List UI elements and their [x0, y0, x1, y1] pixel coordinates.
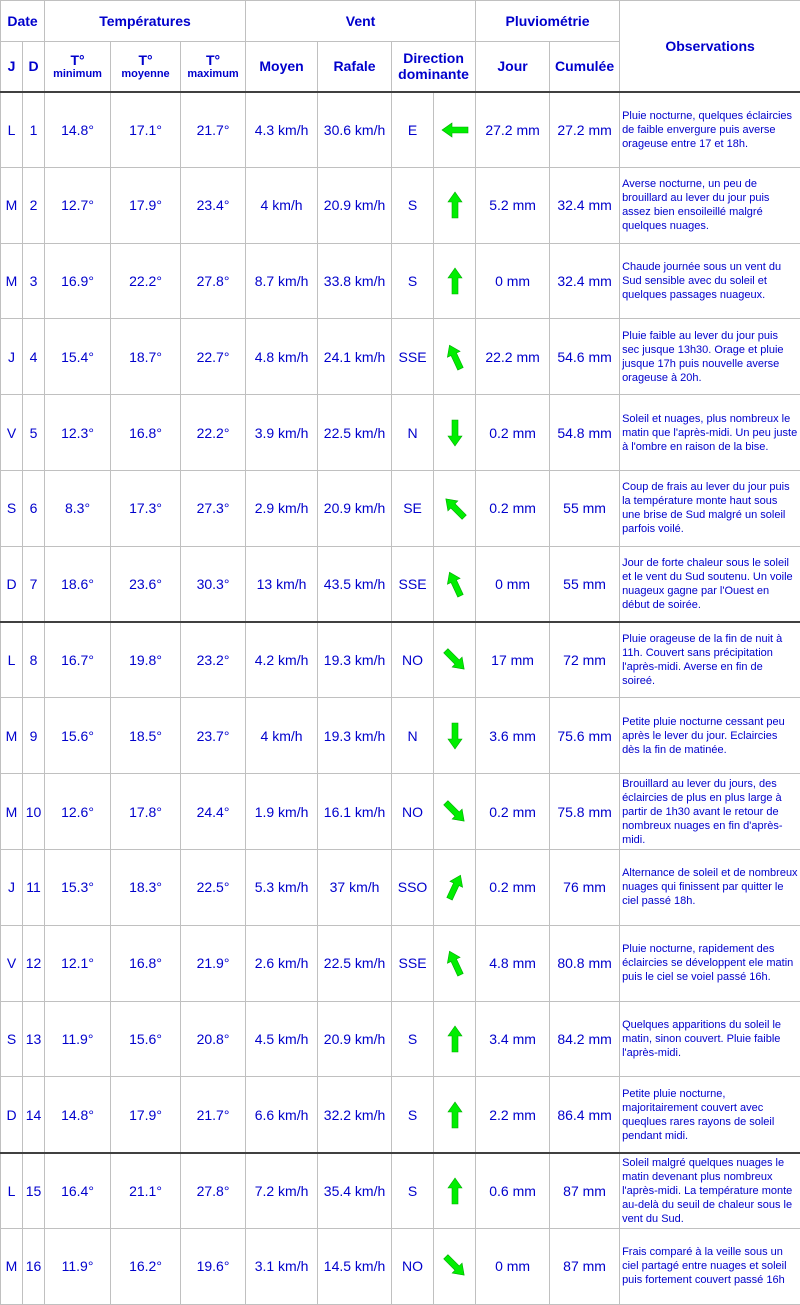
cell-tmin: 16.9°	[45, 243, 111, 319]
header-tmax-label: maximum	[181, 68, 245, 80]
table-row	[1, 1001, 800, 1077]
table-row	[1, 546, 800, 622]
cell-wind-gust: 24.1 km/h	[318, 319, 392, 395]
cell-day: 16	[23, 1228, 45, 1304]
cell-observation: Pluie nocturne, rapidement des éclaircies se développent ele matin puis le ciel se voiel passé 16h.	[620, 925, 800, 1001]
header-moyen: Moyen	[246, 42, 318, 92]
cell-day: 14	[23, 1077, 45, 1153]
cell-tmax: 19.6°	[181, 1228, 246, 1304]
cell-rain-cumul: 87 mm	[550, 1228, 620, 1304]
cell-weekday: M	[1, 698, 23, 774]
table-row	[1, 243, 800, 319]
cell-observation: Pluie orageuse de la fin de nuit à 11h. Couvert sans précipitation l'après-midi. Averse en fin de soireé.	[620, 622, 800, 698]
cell-wind-dir: NO	[392, 622, 434, 698]
cell-wind-gust: 22.5 km/h	[318, 925, 392, 1001]
cell-observation: Chaude journée sous un vent du Sud sensible avec du soleil et quelques passages nuageux.	[620, 243, 800, 319]
cell-tmin: 14.8°	[45, 1077, 111, 1153]
cell-weekday: S	[1, 470, 23, 546]
header-tmax	[181, 42, 246, 92]
arrow-down-right-icon	[440, 1251, 470, 1281]
cell-tmin: 18.6°	[45, 546, 111, 622]
cell-wind-avg: 5.3 km/h	[246, 849, 318, 925]
cell-wind-arrow	[434, 243, 476, 319]
cell-rain-cumul: 76 mm	[550, 849, 620, 925]
cell-observation: Jour de forte chaleur sous le soleil et le vent du Sud soutenu. Un voile nuageux gagne par l'Ouest en début de soirée.	[620, 546, 800, 622]
cell-rain-day: 0.6 mm	[476, 1153, 550, 1229]
table-body	[1, 92, 800, 1305]
cell-wind-dir: SSE	[392, 319, 434, 395]
cell-wind-dir: S	[392, 243, 434, 319]
cell-rain-day: 4.8 mm	[476, 925, 550, 1001]
cell-tmax: 21.9°	[181, 925, 246, 1001]
header-tmax-symbol: T°	[181, 52, 245, 68]
cell-wind-avg: 4.8 km/h	[246, 319, 318, 395]
cell-weekday: M	[1, 774, 23, 850]
header-vent: Vent	[246, 1, 476, 42]
cell-tmin: 15.4°	[45, 319, 111, 395]
header-pluviometrie: Pluviométrie	[476, 1, 620, 42]
cell-tmoy: 18.3°	[111, 849, 181, 925]
cell-rain-day: 27.2 mm	[476, 92, 550, 168]
header-tmin	[45, 42, 111, 92]
cell-tmin: 12.7°	[45, 167, 111, 243]
cell-wind-arrow	[434, 622, 476, 698]
cell-day: 9	[23, 698, 45, 774]
header-tmoy-symbol: T°	[111, 52, 180, 68]
table-row	[1, 167, 800, 243]
cell-wind-avg: 6.6 km/h	[246, 1077, 318, 1153]
arrow-up-left-icon	[440, 569, 470, 599]
cell-observation: Frais comparé à la veille sous un ciel partagé entre nuages et soleil puis fortement couvert passé 16h	[620, 1228, 800, 1304]
cell-wind-avg: 4 km/h	[246, 167, 318, 243]
cell-wind-gust: 14.5 km/h	[318, 1228, 392, 1304]
cell-tmin: 12.3°	[45, 395, 111, 471]
cell-wind-avg: 3.1 km/h	[246, 1228, 318, 1304]
table-row	[1, 395, 800, 471]
cell-day: 13	[23, 1001, 45, 1077]
arrow-up-left-icon	[440, 342, 470, 372]
cell-tmin: 12.6°	[45, 774, 111, 850]
cell-tmax: 20.8°	[181, 1001, 246, 1077]
table-row	[1, 1228, 800, 1304]
cell-tmin: 16.4°	[45, 1153, 111, 1229]
cell-rain-cumul: 55 mm	[550, 546, 620, 622]
cell-tmoy: 22.2°	[111, 243, 181, 319]
cell-tmin: 12.1°	[45, 925, 111, 1001]
cell-observation: Coup de frais au lever du jour puis la température monte haut sous une brise de Sud malgré un soleil parfois voilé.	[620, 470, 800, 546]
cell-observation: Alternance de soleil et de nombreux nuages qui finissent par quitter le ciel passé 18h.	[620, 849, 800, 925]
cell-wind-arrow	[434, 1001, 476, 1077]
cell-rain-cumul: 75.8 mm	[550, 774, 620, 850]
cell-weekday: M	[1, 167, 23, 243]
cell-tmoy: 18.7°	[111, 319, 181, 395]
cell-wind-gust: 19.3 km/h	[318, 698, 392, 774]
cell-day: 4	[23, 319, 45, 395]
cell-rain-cumul: 55 mm	[550, 470, 620, 546]
cell-wind-avg: 3.9 km/h	[246, 395, 318, 471]
cell-observation: Pluie faible au lever du jour puis sec jusque 13h30. Orage et pluie jusque 17h puis nouvelle averse orageuse à 20h.	[620, 319, 800, 395]
cell-wind-gust: 16.1 km/h	[318, 774, 392, 850]
cell-wind-dir: NO	[392, 1228, 434, 1304]
cell-tmoy: 16.8°	[111, 395, 181, 471]
cell-weekday: L	[1, 622, 23, 698]
cell-tmin: 15.3°	[45, 849, 111, 925]
cell-observation: Averse nocturne, un peu de brouillard au lever du jour puis assez bien ensoileillé malgré quelques nuages.	[620, 167, 800, 243]
cell-wind-dir: SE	[392, 470, 434, 546]
cell-day: 6	[23, 470, 45, 546]
cell-wind-avg: 1.9 km/h	[246, 774, 318, 850]
cell-rain-day: 17 mm	[476, 622, 550, 698]
cell-tmax: 23.7°	[181, 698, 246, 774]
cell-rain-cumul: 75.6 mm	[550, 698, 620, 774]
cell-wind-gust: 37 km/h	[318, 849, 392, 925]
cell-tmoy: 15.6°	[111, 1001, 181, 1077]
arrow-up-icon	[440, 1024, 470, 1054]
cell-day: 11	[23, 849, 45, 925]
cell-weekday: M	[1, 243, 23, 319]
cell-wind-arrow	[434, 1228, 476, 1304]
cell-tmoy: 17.3°	[111, 470, 181, 546]
cell-tmoy: 17.8°	[111, 774, 181, 850]
cell-rain-cumul: 72 mm	[550, 622, 620, 698]
cell-rain-cumul: 54.8 mm	[550, 395, 620, 471]
arrow-up-icon	[440, 266, 470, 296]
cell-day: 7	[23, 546, 45, 622]
cell-rain-day: 0 mm	[476, 546, 550, 622]
cell-day: 12	[23, 925, 45, 1001]
header-tmin-symbol: T°	[45, 52, 110, 68]
cell-weekday: S	[1, 1001, 23, 1077]
cell-day: 10	[23, 774, 45, 850]
cell-weekday: V	[1, 395, 23, 471]
cell-rain-day: 3.4 mm	[476, 1001, 550, 1077]
cell-wind-arrow	[434, 395, 476, 471]
header-rafale: Rafale	[318, 42, 392, 92]
header-row-1	[1, 1, 800, 42]
cell-wind-avg: 4.3 km/h	[246, 92, 318, 168]
cell-wind-dir: S	[392, 1153, 434, 1229]
cell-rain-day: 0 mm	[476, 243, 550, 319]
cell-wind-gust: 43.5 km/h	[318, 546, 392, 622]
cell-tmoy: 21.1°	[111, 1153, 181, 1229]
cell-wind-gust: 20.9 km/h	[318, 167, 392, 243]
cell-day: 1	[23, 92, 45, 168]
arrow-down-icon	[440, 721, 470, 751]
cell-tmoy: 19.8°	[111, 622, 181, 698]
cell-weekday: V	[1, 925, 23, 1001]
header-tmoy-label: moyenne	[111, 68, 180, 80]
arrow-left-icon	[440, 115, 470, 145]
cell-rain-day: 0.2 mm	[476, 395, 550, 471]
table-row	[1, 1153, 800, 1229]
header-jour: Jour	[476, 42, 550, 92]
cell-observation: Pluie nocturne, quelques éclaircies de faible envergure puis averse orageuse entre 17 et 18h.	[620, 92, 800, 168]
header-d: D	[23, 42, 45, 92]
cell-observation: Soleil et nuages, plus nombreux le matin que l'après-midi. Un peu juste à l'ombre en raison de la bise.	[620, 395, 800, 471]
cell-rain-cumul: 27.2 mm	[550, 92, 620, 168]
arrow-up-left-icon	[440, 493, 470, 523]
cell-rain-day: 5.2 mm	[476, 167, 550, 243]
cell-day: 8	[23, 622, 45, 698]
table-row	[1, 1077, 800, 1153]
cell-observation: Brouillard au lever du jours, des éclaircies de plus en plus large à partir de 1h30 avant le retour de nombreux nuages en fin d'après-midi.	[620, 774, 800, 850]
arrow-up-icon	[440, 1100, 470, 1130]
cell-wind-avg: 7.2 km/h	[246, 1153, 318, 1229]
cell-rain-day: 2.2 mm	[476, 1077, 550, 1153]
cell-wind-avg: 4 km/h	[246, 698, 318, 774]
cell-tmax: 27.8°	[181, 1153, 246, 1229]
cell-weekday: M	[1, 1228, 23, 1304]
cell-wind-gust: 35.4 km/h	[318, 1153, 392, 1229]
cell-wind-avg: 4.5 km/h	[246, 1001, 318, 1077]
cell-day: 15	[23, 1153, 45, 1229]
cell-weekday: J	[1, 319, 23, 395]
cell-tmax: 27.8°	[181, 243, 246, 319]
cell-tmin: 15.6°	[45, 698, 111, 774]
arrow-up-icon	[440, 1176, 470, 1206]
cell-tmax: 21.7°	[181, 92, 246, 168]
cell-wind-arrow	[434, 92, 476, 168]
table-row	[1, 622, 800, 698]
cell-wind-arrow	[434, 1077, 476, 1153]
cell-observation: Quelques apparitions du soleil le matin, sinon couvert. Pluie faible l'après-midi.	[620, 1001, 800, 1077]
cell-wind-dir: N	[392, 395, 434, 471]
cell-weekday: L	[1, 1153, 23, 1229]
cell-observation: Petite pluie nocturne, majoritairement couvert avec queqlues rares rayons de soleil pendant midi.	[620, 1077, 800, 1153]
cell-wind-arrow	[434, 1153, 476, 1229]
cell-rain-cumul: 80.8 mm	[550, 925, 620, 1001]
cell-wind-dir: NO	[392, 774, 434, 850]
cell-tmin: 16.7°	[45, 622, 111, 698]
cell-tmax: 22.5°	[181, 849, 246, 925]
cell-rain-cumul: 54.6 mm	[550, 319, 620, 395]
cell-wind-dir: SSE	[392, 925, 434, 1001]
cell-tmin: 8.3°	[45, 470, 111, 546]
cell-tmoy: 16.8°	[111, 925, 181, 1001]
cell-day: 5	[23, 395, 45, 471]
cell-rain-day: 22.2 mm	[476, 319, 550, 395]
cell-wind-gust: 22.5 km/h	[318, 395, 392, 471]
cell-wind-arrow	[434, 167, 476, 243]
cell-tmin: 14.8°	[45, 92, 111, 168]
cell-wind-arrow	[434, 470, 476, 546]
cell-tmax: 27.3°	[181, 470, 246, 546]
cell-wind-gust: 33.8 km/h	[318, 243, 392, 319]
cell-tmax: 23.2°	[181, 622, 246, 698]
cell-wind-avg: 2.6 km/h	[246, 925, 318, 1001]
cell-wind-dir: N	[392, 698, 434, 774]
cell-tmoy: 17.9°	[111, 167, 181, 243]
cell-tmax: 30.3°	[181, 546, 246, 622]
cell-rain-cumul: 84.2 mm	[550, 1001, 620, 1077]
header-tmin-label: minimum	[45, 68, 110, 80]
cell-tmax: 23.4°	[181, 167, 246, 243]
cell-wind-avg: 2.9 km/h	[246, 470, 318, 546]
cell-wind-dir: E	[392, 92, 434, 168]
cell-tmax: 22.7°	[181, 319, 246, 395]
cell-tmax: 24.4°	[181, 774, 246, 850]
cell-wind-gust: 32.2 km/h	[318, 1077, 392, 1153]
header-temperatures: Températures	[45, 1, 246, 42]
cell-tmax: 21.7°	[181, 1077, 246, 1153]
cell-observation: Petite pluie nocturne cessant peu après le lever du jour. Eclaircies dès la fin de matinée.	[620, 698, 800, 774]
cell-tmoy: 18.5°	[111, 698, 181, 774]
cell-tmin: 11.9°	[45, 1001, 111, 1077]
table-row	[1, 698, 800, 774]
cell-rain-day: 3.6 mm	[476, 698, 550, 774]
cell-rain-day: 0.2 mm	[476, 470, 550, 546]
cell-weekday: D	[1, 546, 23, 622]
arrow-down-right-icon	[440, 797, 470, 827]
cell-tmoy: 17.9°	[111, 1077, 181, 1153]
cell-rain-cumul: 32.4 mm	[550, 167, 620, 243]
header-j: J	[1, 42, 23, 92]
table-row	[1, 774, 800, 850]
cell-wind-arrow	[434, 925, 476, 1001]
cell-wind-arrow	[434, 698, 476, 774]
cell-rain-cumul: 86.4 mm	[550, 1077, 620, 1153]
table-row	[1, 849, 800, 925]
header-direction: Direction dominante	[392, 42, 476, 92]
cell-wind-avg: 13 km/h	[246, 546, 318, 622]
cell-wind-avg: 4.2 km/h	[246, 622, 318, 698]
header-cumulee: Cumulée	[550, 42, 620, 92]
cell-tmoy: 17.1°	[111, 92, 181, 168]
table-row	[1, 925, 800, 1001]
cell-wind-gust: 19.3 km/h	[318, 622, 392, 698]
arrow-up-icon	[440, 190, 470, 220]
arrow-down-icon	[440, 418, 470, 448]
cell-tmoy: 16.2°	[111, 1228, 181, 1304]
cell-tmoy: 23.6°	[111, 546, 181, 622]
cell-wind-dir: S	[392, 1077, 434, 1153]
cell-wind-dir: SSE	[392, 546, 434, 622]
cell-tmin: 11.9°	[45, 1228, 111, 1304]
cell-day: 3	[23, 243, 45, 319]
cell-rain-day: 0.2 mm	[476, 774, 550, 850]
cell-weekday: L	[1, 92, 23, 168]
header-observations: Observations	[620, 1, 800, 92]
cell-rain-day: 0.2 mm	[476, 849, 550, 925]
header-tmoy	[111, 42, 181, 92]
arrow-up-right-icon	[440, 872, 470, 902]
cell-wind-arrow	[434, 774, 476, 850]
table-row	[1, 319, 800, 395]
cell-wind-avg: 8.7 km/h	[246, 243, 318, 319]
cell-rain-day: 0 mm	[476, 1228, 550, 1304]
cell-wind-dir: SSO	[392, 849, 434, 925]
cell-weekday: J	[1, 849, 23, 925]
arrow-up-left-icon	[440, 948, 470, 978]
cell-wind-gust: 30.6 km/h	[318, 92, 392, 168]
cell-wind-dir: S	[392, 167, 434, 243]
cell-wind-gust: 20.9 km/h	[318, 470, 392, 546]
cell-day: 2	[23, 167, 45, 243]
cell-wind-arrow	[434, 546, 476, 622]
cell-wind-arrow	[434, 319, 476, 395]
cell-wind-dir: S	[392, 1001, 434, 1077]
arrow-down-right-icon	[440, 645, 470, 675]
cell-observation: Soleil malgré quelques nuages le matin devenant plus nombreux l'après-midi. La température monte au-delà du seuil de chaleur sous le vent du Sud.	[620, 1153, 800, 1229]
cell-weekday: D	[1, 1077, 23, 1153]
cell-wind-arrow	[434, 849, 476, 925]
table-row	[1, 470, 800, 546]
cell-wind-gust: 20.9 km/h	[318, 1001, 392, 1077]
cell-tmax: 22.2°	[181, 395, 246, 471]
header-date: Date	[1, 1, 45, 42]
table-row	[1, 92, 800, 168]
cell-rain-cumul: 32.4 mm	[550, 243, 620, 319]
cell-rain-cumul: 87 mm	[550, 1153, 620, 1229]
